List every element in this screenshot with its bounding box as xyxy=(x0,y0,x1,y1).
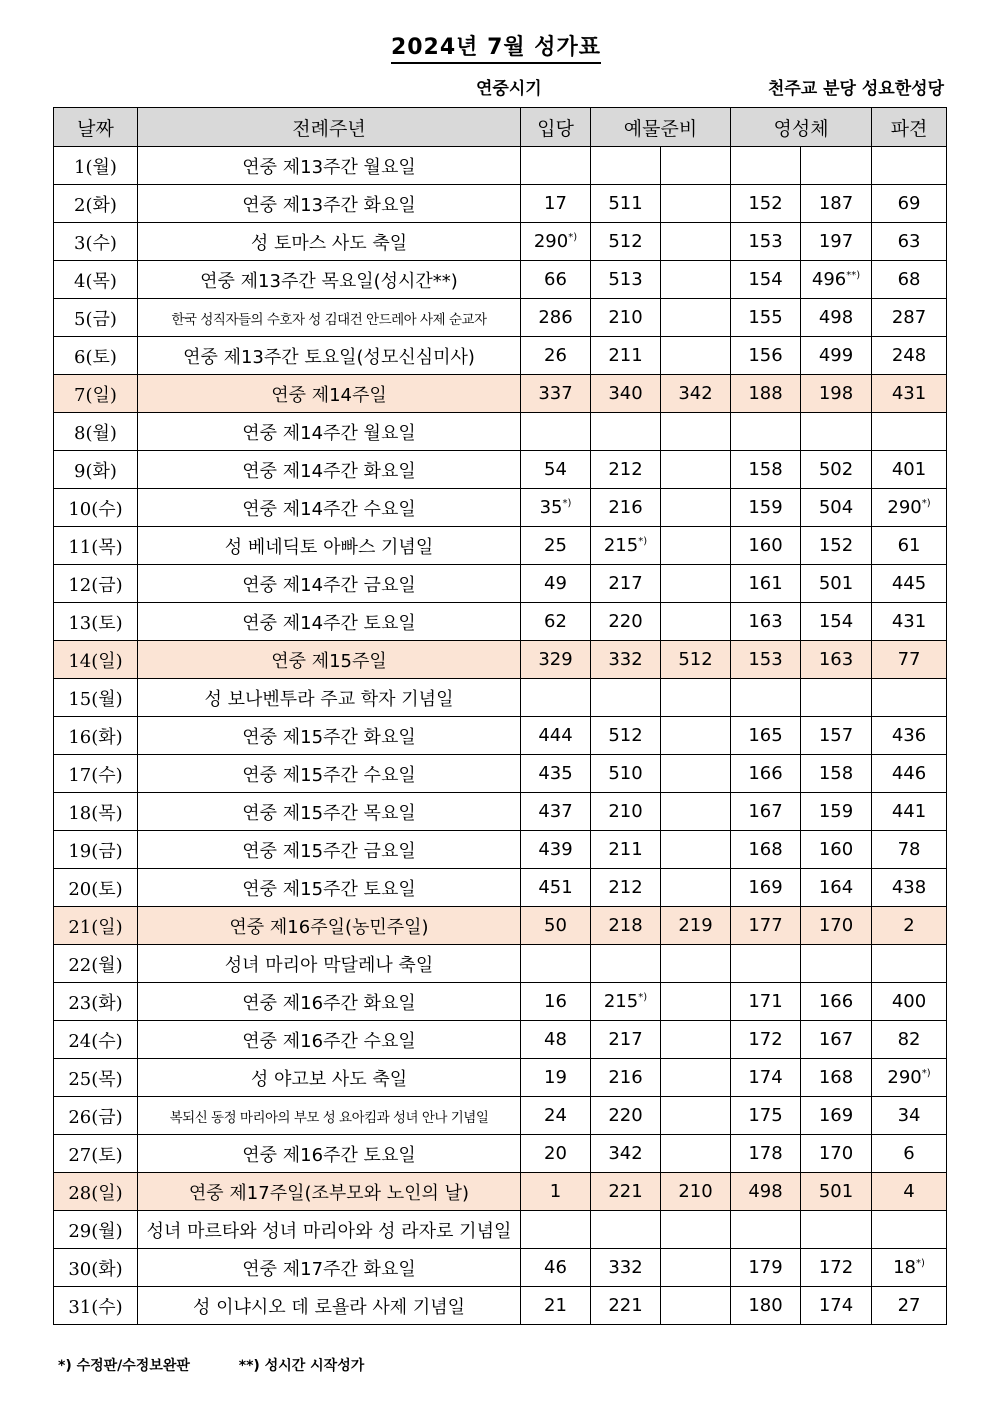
communion-hymn-2-cell: 496**) xyxy=(801,261,872,299)
recessional-hymn-cell: 431 xyxy=(872,603,947,641)
offertory-hymn-1-cell: 212 xyxy=(591,451,661,489)
communion-hymn-1-cell: 160 xyxy=(731,527,801,565)
entrance-hymn-cell: 54 xyxy=(521,451,591,489)
entrance-hymn-cell: 48 xyxy=(521,1021,591,1059)
date-cell: 8(월) xyxy=(54,413,138,451)
entrance-hymn-cell: 439 xyxy=(521,831,591,869)
communion-hymn-2-cell: 170 xyxy=(801,907,872,945)
date-cell: 18(목) xyxy=(54,793,138,831)
communion-hymn-1-cell xyxy=(731,945,801,983)
communion-hymn-1-cell xyxy=(731,147,801,185)
recessional-hymn-cell: 2 xyxy=(872,907,947,945)
offertory-hymn-1-cell: 510 xyxy=(591,755,661,793)
liturgy-cell: 성 토마스 사도 축일 xyxy=(138,223,521,261)
entrance-hymn-cell: 17 xyxy=(521,185,591,223)
footnotes xyxy=(58,1355,408,1375)
header-communion: 영성체 xyxy=(731,108,872,147)
communion-hymn-1-cell: 163 xyxy=(731,603,801,641)
offertory-hymn-2-cell xyxy=(661,413,731,451)
date-cell: 15(월) xyxy=(54,679,138,717)
communion-hymn-2-cell: 167 xyxy=(801,1021,872,1059)
offertory-hymn-1-cell: 340 xyxy=(591,375,661,413)
communion-hymn-2-cell: 172 xyxy=(801,1249,872,1287)
offertory-hymn-1-cell: 211 xyxy=(591,337,661,375)
liturgy-cell: 한국 성직자들의 수호자 성 김대건 안드레아 사제 순교자 xyxy=(138,299,521,337)
offertory-hymn-2-cell xyxy=(661,869,731,907)
offertory-hymn-2-cell xyxy=(661,261,731,299)
table-row xyxy=(54,641,947,679)
table-row xyxy=(54,907,947,945)
offertory-hymn-1-cell: 216 xyxy=(591,1059,661,1097)
liturgy-cell: 연중 제13주간 화요일 xyxy=(138,185,521,223)
recessional-hymn-cell: 290*) xyxy=(872,1059,947,1097)
date-cell: 22(월) xyxy=(54,945,138,983)
liturgy-cell: 연중 제17주간 화요일 xyxy=(138,1249,521,1287)
table-row xyxy=(54,337,947,375)
communion-hymn-1-cell xyxy=(731,679,801,717)
recessional-hymn-cell: 69 xyxy=(872,185,947,223)
recessional-hymn-cell: 436 xyxy=(872,717,947,755)
liturgy-cell: 성 야고보 사도 축일 xyxy=(138,1059,521,1097)
recessional-hymn-cell: 78 xyxy=(872,831,947,869)
table-row xyxy=(54,1021,947,1059)
offertory-hymn-2-cell xyxy=(661,945,731,983)
entrance-hymn-cell: 50 xyxy=(521,907,591,945)
recessional-hymn-cell xyxy=(872,1211,947,1249)
communion-hymn-2-cell: 170 xyxy=(801,1135,872,1173)
entrance-hymn-cell: 16 xyxy=(521,983,591,1021)
entrance-hymn-cell: 46 xyxy=(521,1249,591,1287)
recessional-hymn-cell: 61 xyxy=(872,527,947,565)
recessional-hymn-cell: 401 xyxy=(872,451,947,489)
communion-hymn-2-cell: 166 xyxy=(801,983,872,1021)
communion-hymn-2-cell xyxy=(801,679,872,717)
recessional-hymn-cell xyxy=(872,413,947,451)
communion-hymn-2-cell: 163 xyxy=(801,641,872,679)
entrance-hymn-cell: 435 xyxy=(521,755,591,793)
offertory-hymn-1-cell: 332 xyxy=(591,641,661,679)
offertory-hymn-2-cell: 342 xyxy=(661,375,731,413)
offertory-hymn-1-cell xyxy=(591,413,661,451)
table-row xyxy=(54,261,947,299)
offertory-hymn-2-cell xyxy=(661,603,731,641)
communion-hymn-2-cell: 174 xyxy=(801,1287,872,1325)
communion-hymn-1-cell xyxy=(731,1211,801,1249)
table-row xyxy=(54,1097,947,1135)
offertory-hymn-1-cell: 210 xyxy=(591,793,661,831)
table-row xyxy=(54,983,947,1021)
table-row xyxy=(54,147,947,185)
liturgy-cell: 연중 제14주간 수요일 xyxy=(138,489,521,527)
liturgy-cell: 연중 제15주일 xyxy=(138,641,521,679)
entrance-hymn-cell: 1 xyxy=(521,1173,591,1211)
table-row xyxy=(54,527,947,565)
entrance-hymn-cell: 49 xyxy=(521,565,591,603)
date-cell: 10(수) xyxy=(54,489,138,527)
communion-hymn-1-cell: 156 xyxy=(731,337,801,375)
table-row xyxy=(54,679,947,717)
communion-hymn-2-cell: 502 xyxy=(801,451,872,489)
offertory-hymn-1-cell: 221 xyxy=(591,1287,661,1325)
recessional-hymn-cell: 431 xyxy=(872,375,947,413)
communion-hymn-1-cell: 158 xyxy=(731,451,801,489)
offertory-hymn-1-cell: 512 xyxy=(591,717,661,755)
page-title: 2024년 7월 성가표 xyxy=(0,30,992,61)
entrance-hymn-cell: 437 xyxy=(521,793,591,831)
liturgy-cell: 연중 제15주간 화요일 xyxy=(138,717,521,755)
offertory-hymn-2-cell xyxy=(661,1059,731,1097)
communion-hymn-1-cell: 172 xyxy=(731,1021,801,1059)
recessional-hymn-cell: 287 xyxy=(872,299,947,337)
recessional-hymn-cell: 290*) xyxy=(872,489,947,527)
offertory-hymn-1-cell: 220 xyxy=(591,1097,661,1135)
offertory-hymn-1-cell: 218 xyxy=(591,907,661,945)
date-cell: 29(월) xyxy=(54,1211,138,1249)
table-row xyxy=(54,299,947,337)
liturgy-cell: 연중 제14주간 금요일 xyxy=(138,565,521,603)
offertory-hymn-1-cell: 212 xyxy=(591,869,661,907)
recessional-hymn-cell: 400 xyxy=(872,983,947,1021)
offertory-hymn-1-cell: 216 xyxy=(591,489,661,527)
recessional-hymn-cell: 248 xyxy=(872,337,947,375)
communion-hymn-1-cell: 169 xyxy=(731,869,801,907)
entrance-hymn-cell: 62 xyxy=(521,603,591,641)
entrance-hymn-cell: 451 xyxy=(521,869,591,907)
table-row xyxy=(54,603,947,641)
recessional-hymn-cell: 82 xyxy=(872,1021,947,1059)
communion-hymn-2-cell: 164 xyxy=(801,869,872,907)
offertory-hymn-2-cell xyxy=(661,1211,731,1249)
liturgy-cell: 성녀 마리아 막달레나 축일 xyxy=(138,945,521,983)
table-row xyxy=(54,375,947,413)
entrance-hymn-cell: 26 xyxy=(521,337,591,375)
communion-hymn-1-cell: 167 xyxy=(731,793,801,831)
recessional-hymn-cell: 63 xyxy=(872,223,947,261)
date-cell: 24(수) xyxy=(54,1021,138,1059)
recessional-hymn-cell: 68 xyxy=(872,261,947,299)
offertory-hymn-1-cell: 210 xyxy=(591,299,661,337)
communion-hymn-2-cell: 159 xyxy=(801,793,872,831)
communion-hymn-1-cell: 165 xyxy=(731,717,801,755)
offertory-hymn-1-cell: 332 xyxy=(591,1249,661,1287)
communion-hymn-2-cell: 504 xyxy=(801,489,872,527)
date-cell: 13(토) xyxy=(54,603,138,641)
communion-hymn-2-cell xyxy=(801,945,872,983)
date-cell: 27(토) xyxy=(54,1135,138,1173)
entrance-hymn-cell: 20 xyxy=(521,1135,591,1173)
liturgy-cell: 연중 제14주일 xyxy=(138,375,521,413)
date-cell: 23(화) xyxy=(54,983,138,1021)
offertory-hymn-2-cell xyxy=(661,527,731,565)
season-label: 연중시기 xyxy=(476,79,542,99)
recessional-hymn-cell: 441 xyxy=(872,793,947,831)
entrance-hymn-cell xyxy=(521,1211,591,1249)
hymn-table xyxy=(53,107,947,1325)
date-cell: 11(목) xyxy=(54,527,138,565)
date-cell: 21(일) xyxy=(54,907,138,945)
offertory-hymn-1-cell xyxy=(591,147,661,185)
recessional-hymn-cell: 77 xyxy=(872,641,947,679)
entrance-hymn-cell xyxy=(521,413,591,451)
entrance-hymn-cell: 329 xyxy=(521,641,591,679)
date-cell: 7(일) xyxy=(54,375,138,413)
date-cell: 3(수) xyxy=(54,223,138,261)
communion-hymn-2-cell: 499 xyxy=(801,337,872,375)
header-offertory: 예물준비 xyxy=(591,108,731,147)
recessional-hymn-cell: 438 xyxy=(872,869,947,907)
communion-hymn-1-cell: 166 xyxy=(731,755,801,793)
table-row xyxy=(54,413,947,451)
communion-hymn-2-cell: 197 xyxy=(801,223,872,261)
recessional-hymn-cell: 34 xyxy=(872,1097,947,1135)
offertory-hymn-1-cell: 221 xyxy=(591,1173,661,1211)
date-cell: 2(화) xyxy=(54,185,138,223)
date-cell: 5(금) xyxy=(54,299,138,337)
communion-hymn-2-cell: 169 xyxy=(801,1097,872,1135)
footnote-revised: *) 수정판/수정보완판 xyxy=(58,1358,190,1374)
communion-hymn-1-cell: 180 xyxy=(731,1287,801,1325)
header-entrance: 입당 xyxy=(521,108,591,147)
table-row xyxy=(54,755,947,793)
header-date: 날짜 xyxy=(54,108,138,147)
recessional-hymn-cell: 18*) xyxy=(872,1249,947,1287)
offertory-hymn-1-cell: 342 xyxy=(591,1135,661,1173)
table-row xyxy=(54,1135,947,1173)
communion-hymn-2-cell: 198 xyxy=(801,375,872,413)
entrance-hymn-cell: 19 xyxy=(521,1059,591,1097)
date-cell: 26(금) xyxy=(54,1097,138,1135)
communion-hymn-1-cell xyxy=(731,413,801,451)
communion-hymn-2-cell: 501 xyxy=(801,565,872,603)
table-row xyxy=(54,489,947,527)
table-row xyxy=(54,717,947,755)
offertory-hymn-2-cell xyxy=(661,147,731,185)
offertory-hymn-2-cell xyxy=(661,565,731,603)
table-row xyxy=(54,831,947,869)
liturgy-cell: 연중 제17주일(조부모와 노인의 날) xyxy=(138,1173,521,1211)
offertory-hymn-1-cell: 211 xyxy=(591,831,661,869)
offertory-hymn-2-cell xyxy=(661,299,731,337)
communion-hymn-1-cell: 174 xyxy=(731,1059,801,1097)
entrance-hymn-cell xyxy=(521,147,591,185)
table-header xyxy=(54,108,947,147)
offertory-hymn-1-cell: 217 xyxy=(591,1021,661,1059)
communion-hymn-2-cell: 160 xyxy=(801,831,872,869)
communion-hymn-1-cell: 153 xyxy=(731,223,801,261)
table-row xyxy=(54,1287,947,1325)
table-row xyxy=(54,223,947,261)
offertory-hymn-1-cell: 220 xyxy=(591,603,661,641)
liturgy-cell: 복되신 동정 마리아의 부모 성 요아킴과 성녀 안나 기념일 xyxy=(138,1097,521,1135)
offertory-hymn-2-cell xyxy=(661,983,731,1021)
offertory-hymn-2-cell xyxy=(661,679,731,717)
liturgy-cell: 연중 제13주간 목요일(성시간**) xyxy=(138,261,521,299)
liturgy-cell: 연중 제13주간 토요일(성모신심미사) xyxy=(138,337,521,375)
entrance-hymn-cell: 25 xyxy=(521,527,591,565)
date-cell: 16(화) xyxy=(54,717,138,755)
communion-hymn-1-cell: 155 xyxy=(731,299,801,337)
offertory-hymn-1-cell xyxy=(591,679,661,717)
date-cell: 12(금) xyxy=(54,565,138,603)
recessional-hymn-cell: 4 xyxy=(872,1173,947,1211)
date-cell: 19(금) xyxy=(54,831,138,869)
liturgy-cell: 연중 제16주간 수요일 xyxy=(138,1021,521,1059)
communion-hymn-1-cell: 178 xyxy=(731,1135,801,1173)
communion-hymn-1-cell: 154 xyxy=(731,261,801,299)
offertory-hymn-2-cell xyxy=(661,451,731,489)
footnote-holy-hour: **) 성시간 시작성가 xyxy=(238,1358,365,1374)
entrance-hymn-cell: 24 xyxy=(521,1097,591,1135)
table-row xyxy=(54,185,947,223)
offertory-hymn-2-cell xyxy=(661,337,731,375)
communion-hymn-2-cell: 187 xyxy=(801,185,872,223)
liturgy-cell: 연중 제16주간 토요일 xyxy=(138,1135,521,1173)
date-cell: 30(화) xyxy=(54,1249,138,1287)
offertory-hymn-1-cell: 511 xyxy=(591,185,661,223)
communion-hymn-2-cell: 498 xyxy=(801,299,872,337)
offertory-hymn-1-cell: 215*) xyxy=(591,983,661,1021)
offertory-hymn-2-cell xyxy=(661,793,731,831)
communion-hymn-2-cell: 158 xyxy=(801,755,872,793)
date-cell: 20(토) xyxy=(54,869,138,907)
recessional-hymn-cell: 27 xyxy=(872,1287,947,1325)
recessional-hymn-cell xyxy=(872,147,947,185)
offertory-hymn-2-cell xyxy=(661,1097,731,1135)
communion-hymn-1-cell: 161 xyxy=(731,565,801,603)
offertory-hymn-1-cell: 513 xyxy=(591,261,661,299)
recessional-hymn-cell: 6 xyxy=(872,1135,947,1173)
table-row xyxy=(54,945,947,983)
liturgy-cell: 연중 제15주간 목요일 xyxy=(138,793,521,831)
entrance-hymn-cell xyxy=(521,679,591,717)
offertory-hymn-2-cell xyxy=(661,755,731,793)
recessional-hymn-cell: 446 xyxy=(872,755,947,793)
communion-hymn-1-cell: 498 xyxy=(731,1173,801,1211)
communion-hymn-2-cell: 157 xyxy=(801,717,872,755)
offertory-hymn-1-cell: 512 xyxy=(591,223,661,261)
communion-hymn-1-cell: 152 xyxy=(731,185,801,223)
communion-hymn-1-cell: 177 xyxy=(731,907,801,945)
liturgy-cell: 성 베네딕토 아빠스 기념일 xyxy=(138,527,521,565)
communion-hymn-1-cell: 159 xyxy=(731,489,801,527)
offertory-hymn-2-cell xyxy=(661,1021,731,1059)
offertory-hymn-1-cell: 217 xyxy=(591,565,661,603)
offertory-hymn-1-cell: 215*) xyxy=(591,527,661,565)
table-row xyxy=(54,565,947,603)
date-cell: 1(월) xyxy=(54,147,138,185)
liturgy-cell: 연중 제14주간 화요일 xyxy=(138,451,521,489)
offertory-hymn-2-cell xyxy=(661,223,731,261)
liturgy-cell: 연중 제15주간 금요일 xyxy=(138,831,521,869)
entrance-hymn-cell: 290*) xyxy=(521,223,591,261)
offertory-hymn-2-cell xyxy=(661,489,731,527)
liturgy-cell: 성녀 마르타와 성녀 마리아와 성 라자로 기념일 xyxy=(138,1211,521,1249)
entrance-hymn-cell: 286 xyxy=(521,299,591,337)
header-liturgy: 전례주년 xyxy=(138,108,521,147)
table-row xyxy=(54,869,947,907)
communion-hymn-2-cell xyxy=(801,147,872,185)
liturgy-cell: 연중 제15주간 토요일 xyxy=(138,869,521,907)
table-row xyxy=(54,1211,947,1249)
table-row xyxy=(54,793,947,831)
communion-hymn-2-cell: 168 xyxy=(801,1059,872,1097)
table-row xyxy=(54,1249,947,1287)
communion-hymn-2-cell xyxy=(801,413,872,451)
offertory-hymn-2-cell xyxy=(661,1287,731,1325)
date-cell: 25(목) xyxy=(54,1059,138,1097)
liturgy-cell: 연중 제16주간 화요일 xyxy=(138,983,521,1021)
liturgy-cell: 연중 제14주간 토요일 xyxy=(138,603,521,641)
parish-name: 천주교 분당 성요한성당 xyxy=(767,79,944,99)
communion-hymn-2-cell: 154 xyxy=(801,603,872,641)
liturgy-cell: 성 보나벤투라 주교 학자 기념일 xyxy=(138,679,521,717)
entrance-hymn-cell: 337 xyxy=(521,375,591,413)
liturgy-cell: 연중 제13주간 월요일 xyxy=(138,147,521,185)
communion-hymn-1-cell: 168 xyxy=(731,831,801,869)
communion-hymn-2-cell xyxy=(801,1211,872,1249)
offertory-hymn-1-cell xyxy=(591,1211,661,1249)
offertory-hymn-2-cell xyxy=(661,717,731,755)
offertory-hymn-2-cell xyxy=(661,831,731,869)
communion-hymn-1-cell: 171 xyxy=(731,983,801,1021)
recessional-hymn-cell xyxy=(872,679,947,717)
date-cell: 31(수) xyxy=(54,1287,138,1325)
offertory-hymn-2-cell xyxy=(661,1249,731,1287)
entrance-hymn-cell: 21 xyxy=(521,1287,591,1325)
offertory-hymn-1-cell xyxy=(591,945,661,983)
liturgy-cell: 연중 제14주간 월요일 xyxy=(138,413,521,451)
date-cell: 17(수) xyxy=(54,755,138,793)
recessional-hymn-cell: 445 xyxy=(872,565,947,603)
offertory-hymn-2-cell: 512 xyxy=(661,641,731,679)
offertory-hymn-2-cell xyxy=(661,1135,731,1173)
liturgy-cell: 성 이냐시오 데 로욜라 사제 기념일 xyxy=(138,1287,521,1325)
offertory-hymn-2-cell: 210 xyxy=(661,1173,731,1211)
table-row xyxy=(54,1059,947,1097)
header-recessional: 파견 xyxy=(872,108,947,147)
entrance-hymn-cell: 66 xyxy=(521,261,591,299)
table-row xyxy=(54,1173,947,1211)
communion-hymn-1-cell: 179 xyxy=(731,1249,801,1287)
date-cell: 14(일) xyxy=(54,641,138,679)
table-row xyxy=(54,451,947,489)
communion-hymn-2-cell: 501 xyxy=(801,1173,872,1211)
liturgy-cell: 연중 제16주일(농민주일) xyxy=(138,907,521,945)
communion-hymn-1-cell: 188 xyxy=(731,375,801,413)
entrance-hymn-cell: 444 xyxy=(521,717,591,755)
communion-hymn-1-cell: 153 xyxy=(731,641,801,679)
date-cell: 9(화) xyxy=(54,451,138,489)
offertory-hymn-2-cell: 219 xyxy=(661,907,731,945)
entrance-hymn-cell: 35*) xyxy=(521,489,591,527)
date-cell: 6(토) xyxy=(54,337,138,375)
recessional-hymn-cell xyxy=(872,945,947,983)
date-cell: 4(목) xyxy=(54,261,138,299)
date-cell: 28(일) xyxy=(54,1173,138,1211)
communion-hymn-1-cell: 175 xyxy=(731,1097,801,1135)
entrance-hymn-cell xyxy=(521,945,591,983)
liturgy-cell: 연중 제15주간 수요일 xyxy=(138,755,521,793)
communion-hymn-2-cell: 152 xyxy=(801,527,872,565)
offertory-hymn-2-cell xyxy=(661,185,731,223)
